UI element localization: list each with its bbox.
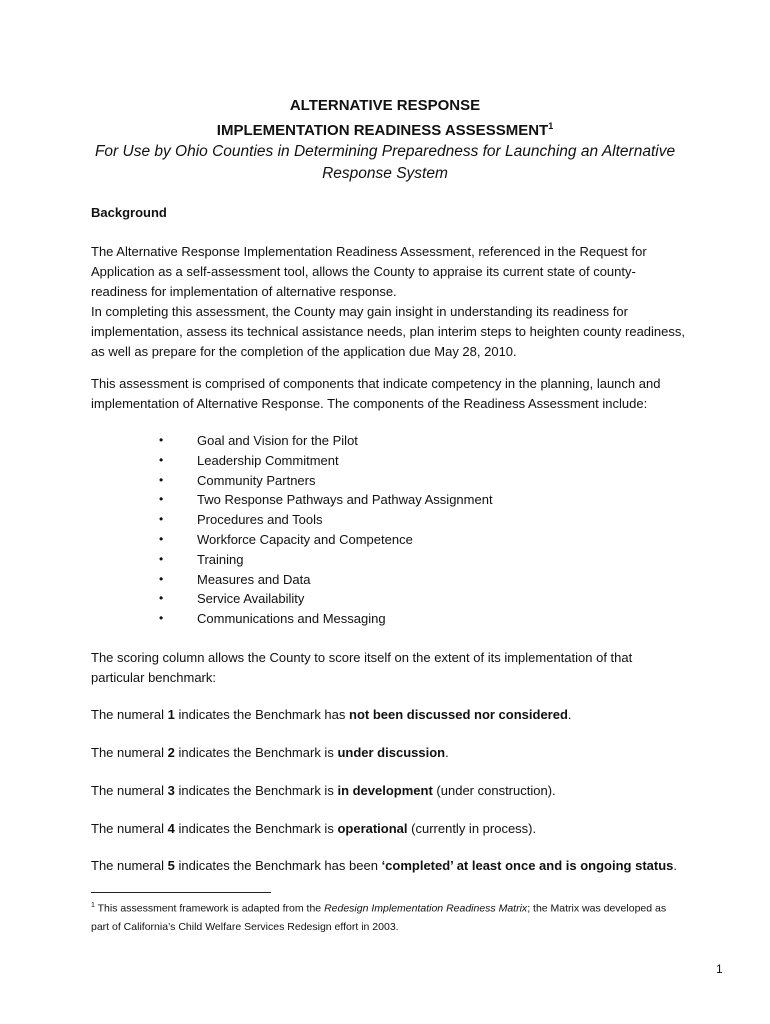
title-footnote-mark: 1 xyxy=(548,121,554,131)
paragraph-line: implementation, assess its technical assistance needs, plan interim steps to heighten county readiness, xyxy=(91,324,685,339)
paragraph-line: This assessment is comprised of components that indicate competency in the planning, launch and xyxy=(91,376,661,391)
score-tail: (under construction). xyxy=(432,783,556,798)
bullet-icon: • xyxy=(159,472,164,487)
score-prefix: The numeral xyxy=(91,745,164,760)
score-text: indicates the Benchmark is xyxy=(178,821,334,836)
score-definition-2 xyxy=(91,743,741,763)
footnote-separator xyxy=(91,892,271,893)
score-prefix: The numeral xyxy=(91,783,164,798)
paragraph-line: readiness for implementation of alternative response. xyxy=(91,284,397,299)
list-item-label: Workforce Capacity and Competence xyxy=(197,531,413,547)
footnote-line-1 xyxy=(91,897,741,918)
background-paragraph-3 xyxy=(91,374,741,414)
title-line-2 xyxy=(0,121,770,139)
footnote-line-2: part of California’s Child Welfare Services Redesign effort in 2003. xyxy=(91,920,399,933)
background-paragraph-1 xyxy=(91,242,741,362)
list-item-label: Leadership Commitment xyxy=(197,452,339,468)
footnote-source-title: Redesign Implementation Readiness Matrix xyxy=(324,902,528,915)
score-prefix: The numeral xyxy=(91,821,164,836)
list-item-label: Goal and Vision for the Pilot xyxy=(197,433,358,448)
score-status: ‘completed’ at least once and is ongoing status xyxy=(381,858,674,873)
list-item xyxy=(150,530,493,550)
list-item xyxy=(150,431,493,451)
list-item xyxy=(150,609,493,629)
score-prefix: The numeral xyxy=(91,707,164,722)
score-tail: . xyxy=(673,858,678,873)
score-numeral: 5 xyxy=(167,858,175,873)
score-numeral: 2 xyxy=(167,745,175,760)
page-number: 1 xyxy=(716,962,723,976)
bullet-icon: • xyxy=(159,512,164,527)
footnote xyxy=(91,897,741,936)
bullet-icon: • xyxy=(159,492,164,507)
score-status: not been discussed nor considered xyxy=(349,707,568,722)
paragraph-line: Application as a self-assessment tool, allows the County to appraise its current state of county- xyxy=(91,264,636,279)
score-numeral: 4 xyxy=(167,821,175,836)
score-tail: (currently in process). xyxy=(407,821,537,836)
title-line-2-text: IMPLEMENTATION READINESS ASSESSMENT xyxy=(216,122,549,139)
score-status: under discussion xyxy=(337,745,446,760)
scoring-intro xyxy=(91,648,741,688)
list-item-label: Procedures and Tools xyxy=(197,512,323,528)
score-text: indicates the Benchmark is xyxy=(178,783,334,798)
list-item xyxy=(150,550,493,570)
paragraph-line: The Alternative Response Implementation Readiness Assessment, referenced in the Request for xyxy=(91,244,647,259)
score-numeral: 1 xyxy=(167,707,175,722)
paragraph-line: implementation of Alternative Response. The components of the Readiness Assessment include: xyxy=(91,396,648,411)
paragraph-line: as well as prepare for the completion of the application due May 28, 2010. xyxy=(91,344,517,359)
footnote-text: ; the Matrix was developed as xyxy=(527,902,667,915)
score-definition-1 xyxy=(91,705,741,725)
list-item xyxy=(150,570,493,590)
score-tail: . xyxy=(445,745,449,760)
score-text: indicates the Benchmark has been xyxy=(178,858,378,873)
paragraph-line: particular benchmark: xyxy=(91,670,216,685)
subtitle-line-1: For Use by Ohio Counties in Determining Preparedness for Launching an Alternative xyxy=(94,143,676,160)
components-list xyxy=(150,431,493,629)
bullet-icon: • xyxy=(159,611,164,626)
score-definition-5 xyxy=(91,856,741,876)
list-item-label: Measures and Data xyxy=(197,571,311,587)
list-item xyxy=(150,510,493,530)
footnote-text: This assessment framework is adapted from the xyxy=(97,902,322,915)
list-item xyxy=(150,451,493,471)
paragraph-line: In completing this assessment, the County may gain insight in understanding its readiness for xyxy=(91,304,628,319)
score-status: operational xyxy=(337,821,408,836)
list-item-label: Communications and Messaging xyxy=(197,611,386,627)
title-line-1: ALTERNATIVE RESPONSE xyxy=(289,97,481,114)
paragraph-line: The scoring column allows the County to score itself on the extent of its implementation of that xyxy=(91,650,633,665)
footnote-mark: 1 xyxy=(91,902,95,909)
bullet-icon: • xyxy=(159,531,164,546)
list-item-label: Service Availability xyxy=(197,591,305,607)
list-item xyxy=(150,589,493,609)
score-numeral: 3 xyxy=(167,783,175,798)
bullet-icon: • xyxy=(159,551,164,566)
bullet-icon: • xyxy=(159,571,164,586)
list-item-label: Two Response Pathways and Pathway Assignment xyxy=(197,492,493,508)
subtitle-line-2: Response System xyxy=(322,165,448,182)
score-definition-3 xyxy=(91,781,741,801)
list-item xyxy=(150,471,493,491)
background-heading: Background xyxy=(91,205,167,220)
score-status: in development xyxy=(337,783,433,798)
list-item-label: Training xyxy=(197,551,244,567)
score-text: indicates the Benchmark has xyxy=(178,707,346,722)
score-prefix: The numeral xyxy=(91,858,164,873)
score-text: indicates the Benchmark is xyxy=(178,745,334,760)
score-definition-4 xyxy=(91,819,741,839)
list-item-label: Community Partners xyxy=(197,472,316,488)
bullet-icon: • xyxy=(159,591,164,606)
bullet-icon: • xyxy=(159,452,164,467)
list-item xyxy=(150,490,493,510)
bullet-icon: • xyxy=(159,433,164,447)
score-tail: . xyxy=(567,707,572,722)
